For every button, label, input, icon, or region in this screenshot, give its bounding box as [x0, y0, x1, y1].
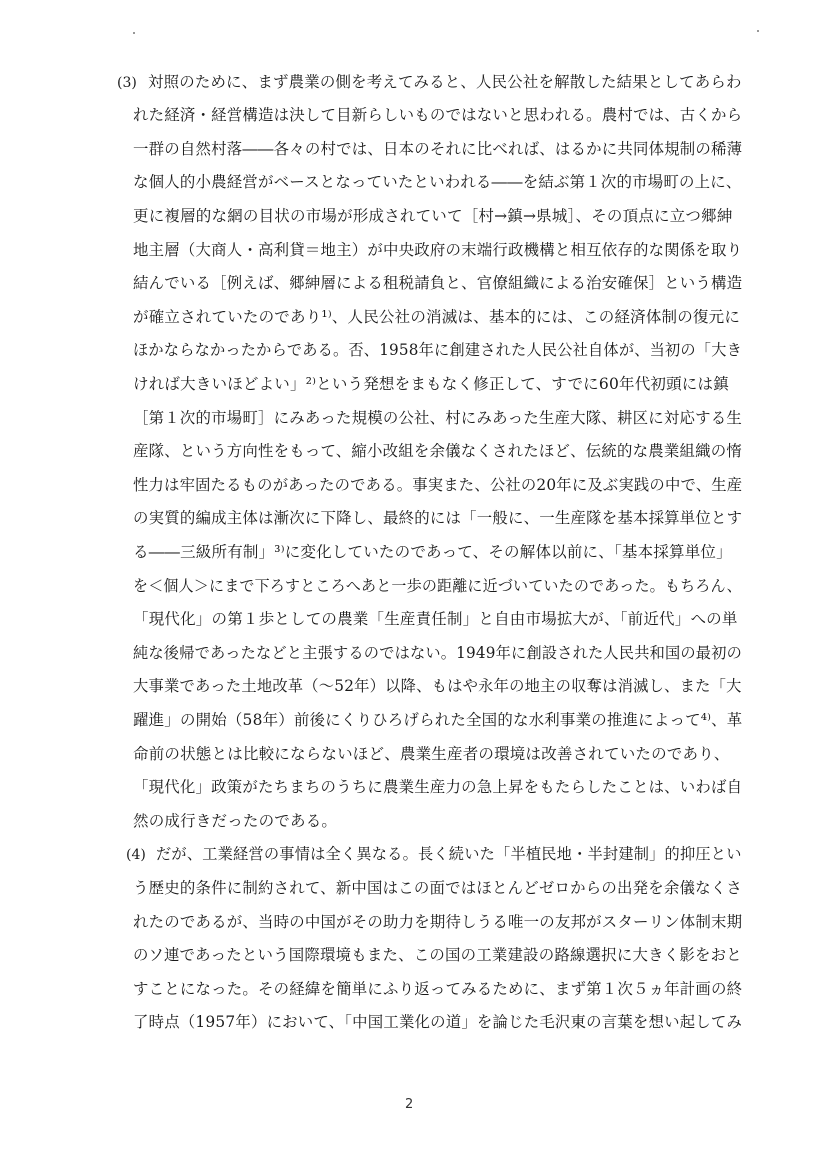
paragraph-line: ［第１次的市場町］にみあった規模の公社、村にみあった生産大隊、耕区に対応する生 [133, 409, 742, 427]
paragraph-line: を＜個人＞にまで下ろすところへあと一歩の距離に近づいていたのであった。もちろん、 [133, 577, 742, 595]
paragraph-line: 然の成行きだったのである。 [133, 812, 338, 830]
page-number: 2 [405, 1097, 414, 1112]
paragraph-line: 「現代化」政策がたちまちのうちに農業生産力の急上昇をもたらしたことは、いわば自 [133, 778, 743, 796]
paragraph-line: の実質的編成主体は漸次に下降し、最終的には「一般に、一生産隊を基本採算単位とす [133, 509, 743, 527]
paragraph-line: 「現代化」の第１歩としての農業「生産責任制」と自由市場拡大が、「前近代」への単 [133, 610, 738, 628]
paragraph-line: すことになった。その経緯を簡単にふり返ってみるために、まず第１次５ヵ年計画の終 [133, 980, 743, 998]
paragraph-line: ければ大きいほどよい」²⁾という発想をまもなく修正して、すでに60年代初頭には鎮 [133, 375, 729, 393]
paragraph-line: のソ連であったという国際環境もまた、この国の工業建設の路線選択に大きく影をおと [133, 946, 742, 964]
paragraph-line: 了時点（1957年）において、「中国工業化の道」を論じた毛沢東の言葉を想い起してみ [133, 1013, 743, 1031]
paragraph-line: ほかならなかったからである。否、1958年に創建された人民公社自体が、当初の「大き [133, 341, 742, 359]
paragraph-line: 命前の状態とは比較にならないほど、農業生産者の環境は改善されていたのであり、 [133, 745, 730, 763]
paragraph-line: る――三級所有制」³⁾に変化していたのであって、その解体以前に、「基本採算単位」 [133, 543, 732, 561]
paragraph-line: 躍進」の開始（58年）前後にくりひろげられた全国的な水利事業の推進によって⁴⁾、革 [133, 711, 743, 729]
paragraph-line: 更に複層的な網の目状の市場が形成されていて［村→鎮→県城］、その頂点に立つ郷紳 [133, 207, 733, 225]
paragraph-line: 地主層（大商人・高利貸＝地主）が中央政府の末端行政機構と相互依存的な関係を取り [133, 241, 743, 259]
paragraph-line: 一群の自然村落――各々の村では、日本のそれに比べれば、はるかに共同体規制の稀薄 [133, 140, 743, 158]
paragraph-line: が確立されていたのであり¹⁾、人民公社の消滅は、基本的には、この経済体制の復元に [133, 308, 741, 326]
paragraph-line: 大事業であった土地改革（～52年）以降、もはや永年の地主の収奪は消滅し、また「大 [133, 677, 742, 695]
paragraph-line: 対照のために、まず農業の側を考えてみると、人民公社を解散した結果としてあらわ [148, 73, 742, 91]
paragraph-line: れた経済・経営構造は決して目新らしいものではないと思われる。農村では、古くから [133, 106, 743, 124]
paragraph-line: れたのであるが、当時の中国がその助力を期待しうる唯一の友邦がスターリン体制末期 [133, 913, 743, 931]
paragraph-line: な個人的小農経営がベースとなっていたといわれる――を結ぶ第１次的市場町の上に、 [133, 173, 742, 191]
paragraph-line: 純な後帰であったなどと主張するのではない。1949年に創設された人民共和国の最初の [133, 644, 742, 662]
paragraph-line: 産隊、という方向性をもって、縮小改組を余儀なくされたほど、伝統的な農業組織の惰 [133, 442, 742, 460]
paragraph-line: だが、工業経営の事情は全く異なる。長く続いた「半植民地・半封建制」的抑圧とい [156, 845, 742, 863]
section-4-marker: (4) [126, 847, 146, 863]
scan-speck [133, 32, 135, 34]
scan-speck [757, 30, 759, 32]
paragraph-line: う歴史的条件に制約されて、新中国はこの面ではほとんどゼロからの出発を余儀なくさ [133, 879, 742, 897]
section-3-marker: (3) [117, 75, 137, 91]
paragraph-line: 結んでいる［例えば、郷紳層による租税請負と、官僚組織による治安確保］という構造 [133, 274, 743, 292]
paragraph-line: 性力は牢固たるものがあったのである。事実また、公社の20年に及ぶ実践の中で、生産 [133, 476, 743, 494]
